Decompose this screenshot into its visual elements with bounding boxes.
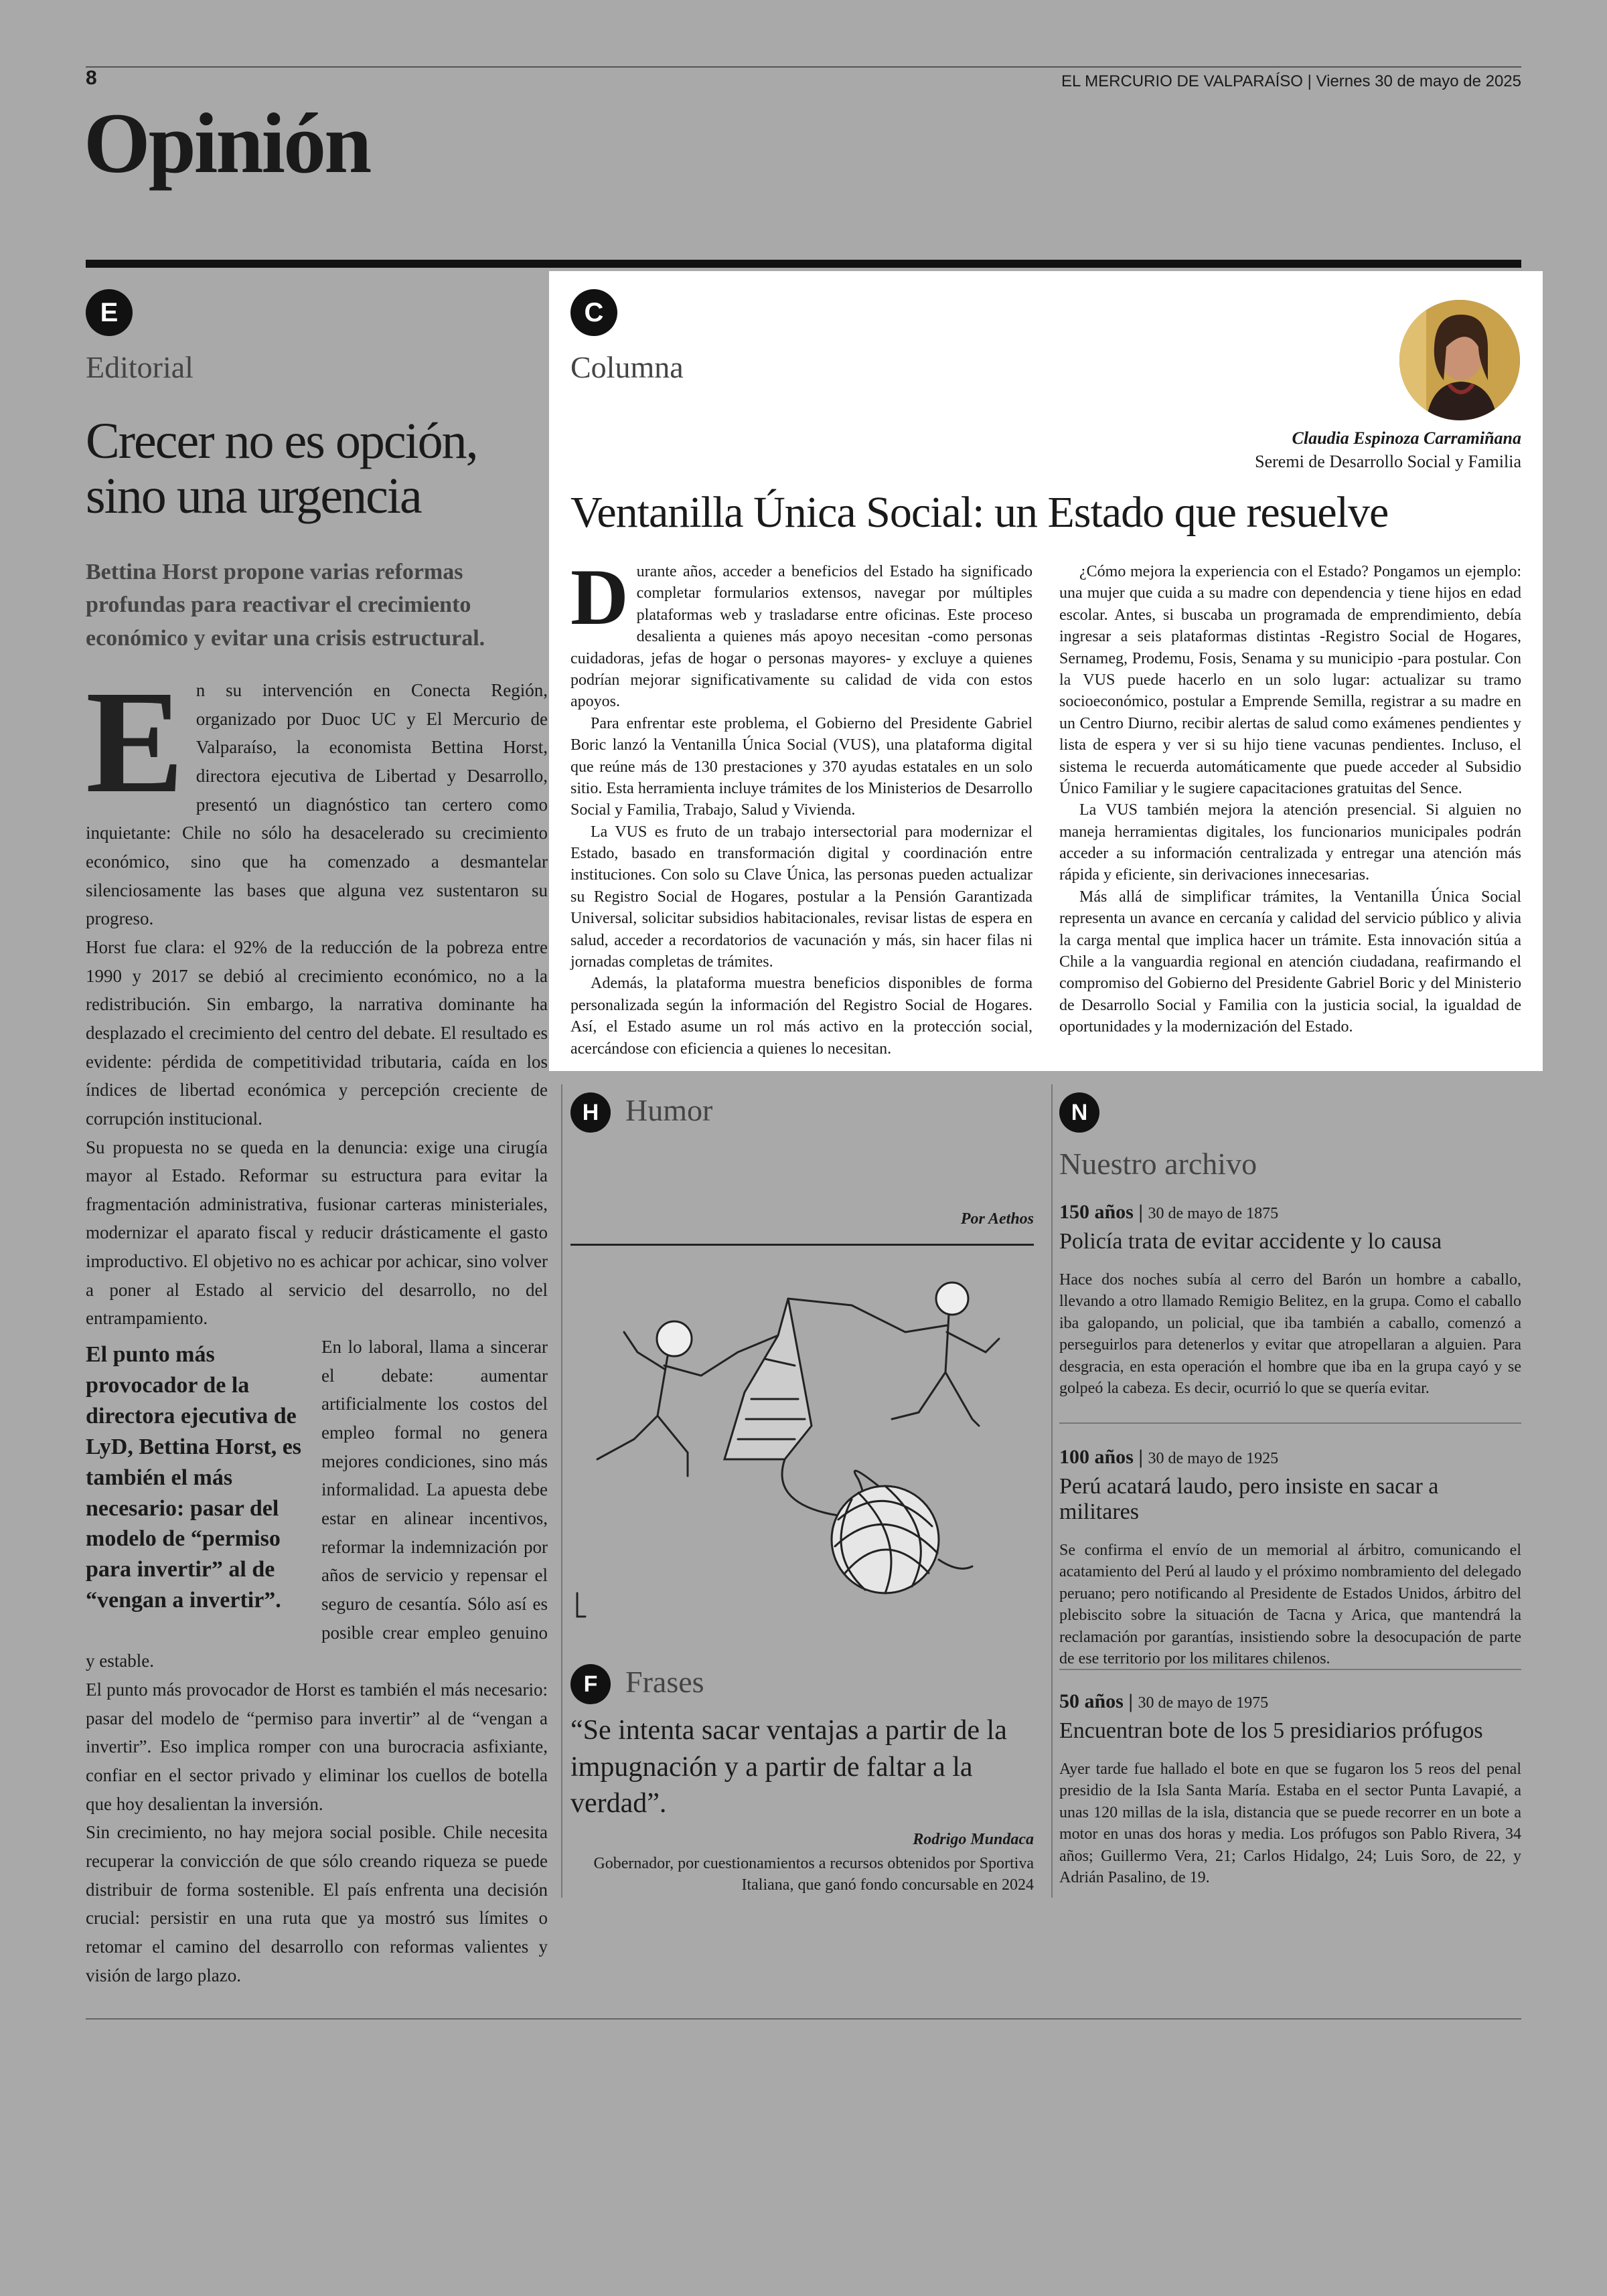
column-paragraph: Además, la plataforma muestra beneficios disponibles de forma personalizada según la información del Registro Social de Hogares. Así, el Estado asume un rol más activo en la protección social, acercándose con eficiencia a quienes lo necesitan. <box>570 975 1032 1058</box>
editorial-paragraph: El punto más provocador de Horst es también el más necesario: pasar del modelo de “permiso para invertir” al de “vengan a invertir”. Eso implica romper con una burocracia asfixiante, confiar en el sector privado y eliminar los cuellos de botella que hoy desalientan la inversión. <box>86 1679 548 1814</box>
archivo-body: Hace dos noches subía al cerro del Barón un hombre a caballo, llevando a otro llamado Remigio Belitez, en la grupa. Como el caballo iba galopando, un policial, que iba también a caballo, comenzó a perseguirlos para detenerlos y evitar que atropellaran a alguien. Para desgracia, en esta operación el hombre que iba en la grupa cayó y se golpeó la cabeza. Es decir, ocurrió lo que se quería evitar. <box>1059 1271 1521 1397</box>
humor-badge: H <box>570 1092 611 1133</box>
archivo-headline: Policía trata de evitar accidente y lo causa <box>1059 1229 1442 1254</box>
columnist-role: Seremi de Desarrollo Social y Familia <box>1255 452 1521 471</box>
archivo-entry <box>1059 1690 1521 1888</box>
archivo-entry <box>1059 1201 1521 1399</box>
column-text-left <box>570 552 1032 1060</box>
humor-kicker: Humor <box>625 1093 713 1127</box>
frases-caption: Gobernador, por cuestionamientos a recursos obtenidos por Sportiva Italiana, que ganó fondo concursable en 2024 <box>593 1855 1034 1894</box>
top-rule <box>86 66 1521 68</box>
humor-credit: Por Aethos <box>960 1210 1034 1228</box>
column-divider <box>561 1084 562 1898</box>
editorial-dropcap: E <box>86 660 184 823</box>
editorial-paragraph: Sin crecimiento, no hay mejora social posible. Chile necesita recuperar la convicción de que sólo creando riqueza se puede distribuir de forma sostenible. El país enfrenta una decisión crucial: persistir en una ruta que ya mostró sus límites o retomar el camino del desarrollo con reformas valientes y visión de largo plazo. <box>86 1822 548 1985</box>
archivo-entry-meta: 100 años | 30 de mayo de 1925 <box>1059 1446 1279 1468</box>
frases-quote: “Se intenta sacar ventajas a partir de la impugnación y a partir de faltar a la verdad”. <box>570 1715 1007 1819</box>
archivo-years: 150 años <box>1059 1201 1134 1223</box>
editorial-deck: Bettina Horst propone varias reformas profundas para reactivar el crecimiento económico y evitar una crisis estructural. <box>86 560 485 651</box>
column-dropcap: D <box>570 552 629 641</box>
bottom-rule <box>86 2018 1521 2020</box>
column-divider <box>1051 1084 1053 1898</box>
column-paragraph: Para enfrentar este problema, el Gobierno del Presidente Gabriel Boric lanzó la Ventanilla Única Social (VUS), una plataforma digital que reúne más de 130 prestaciones y 370 ayudas estatales en un solo sitio. Esta herramienta incluye trámites de los Ministerios de Desarrollo Social y Familia, Trabajo, Salud y Vivienda. <box>570 714 1032 819</box>
column-text-right <box>1059 561 1521 1038</box>
archivo-date: 30 de mayo de 1875 <box>1148 1205 1279 1222</box>
editorial-kicker: Editorial <box>86 350 194 384</box>
archivo-entry-meta: 150 años | 30 de mayo de 1875 <box>1059 1201 1279 1223</box>
archivo-kicker: Nuestro archivo <box>1059 1147 1257 1181</box>
columnist-name: Claudia Espinoza Carramiñana <box>1292 428 1521 448</box>
archivo-body: Se confirma el envío de un memorial al árbitro, comunicando el acatamiento del Perú al laudo y el próximo nombramiento del delegado peruano; pero notificando al Presidente de Estados Unidos, árbitro del plebiscito sobre la situación de Tacna y Arica, que mantendrá la reclamación por garantías, insistiendo sobre la desocupación de parte de ese territorio por los militares chilenos. <box>1059 1542 1521 1667</box>
column-paragraph: La VUS también mejora la atención presencial. Si alguien no maneja herramientas digitales, los funcionarios municipales podrán acceder a su información centralizada y entregar una atención más rápida y eficiente, sin derivaciones innecesarias. <box>1059 801 1521 884</box>
editorial-paragraph: En lo laboral, llama a sincerar el debate: aumentar artificialmente los costos del empleo formal no genera mejores condiciones, sino más informalidad. La apuesta debe estar en alinear incentivos, reformar la indemnización por años de servicio y repensar el seguro de cesantía. Sólo así es posible crear empleo genuino y estable. <box>86 1337 548 1671</box>
column-headline: Ventanilla Única Social: un Estado que resuelve <box>570 488 1389 537</box>
masthead: EL MERCURIO DE VALPARAÍSO | Viernes 30 de mayo de 2025 <box>1061 72 1521 90</box>
column-paragraph: ¿Cómo mejora la experiencia con el Estado? Pongamos un ejemplo: una mujer que cuida a su madre con dependencia y tiene hijos en edad escolar. Antes, si buscaba un programada de emprendimiento, debía ingresar a seis plataformas distintas -Registro Social de Hogares, Sernameg, Prodemu, Fosis, Senama y su municipio -para postular. Con la VUS puede hacerlo en un solo lugar: actualizar su tramo socioeconómico, postular a Emprende Semilla, registrar a su madre en un Centro Diurno, recibir alertas de salud como exámenes pendientes y lista de espera y ver si su hijo tiene vacunas pendientes. Incluso, el sistema le recuerda automáticamente que puede acceder al Subsidio Único Familiar y le sugiere capacitaciones gratuitas del Sence. <box>1059 563 1521 797</box>
editorial-paragraph: n su intervención en Conecta Región, organizado por Duoc UC y El Mercurio de Valparaíso, la economista Bettina Horst, directora ejecutiva de Libertad y Desarrollo, presentó un diagnóstico tan certero como inquietante: Chile no sólo ha desacelerado su crecimiento económico, sino que ha comenzado a desmantelar silenciosamente las bases que alguna vez sustentaron su progreso. <box>86 680 548 929</box>
archivo-body: Ayer tarde fue hallado el bote en que se fugaron los 5 reos del penal presidio de la Isla Santa María. Estaba en el sector Punta Lavapié, a unas 120 millas de la isla, distancia que se puede recorrer en un bote a motor en unas dos horas y media. Los prófugos son Pablo Rivera, 34 años; Guillermo Vera, 21; Carlos Hidalgo, 24; Luis Soro, de 22, y Adrián Pasalino, de 19. <box>1059 1760 1521 1886</box>
column-badge: C <box>570 289 617 336</box>
column-paragraph: urante años, acceder a beneficios del Estado ha significado completar formularios extensos, navegar por múltiples plataformas web y trasladarse entre oficinas. Este proceso desalienta a quienes más apoyo necesitan -como personas cuidadoras, jefas de hogar o personas mayores- y excluye a quienes podrían mejorar significativamente su calidad de vida con estos apoyos. <box>570 563 1032 711</box>
archivo-divider <box>1059 1669 1521 1670</box>
archivo-date: 30 de mayo de 1925 <box>1148 1450 1279 1467</box>
column-paragraph: La VUS es fruto de un trabajo intersectorial para modernizar el Estado, basado en transformación digital y coordinación entre instituciones. Con solo su Clave Única, las personas pueden actualizar su Registro Social de Hogares, postular a la Pensión Garantizada Universal, solicitar subsidios habitacionales, revisar listas de espera en salud, acceder a recordatorios de vacunación y más, sin hacer filas ni jornadas completas de trámites. <box>570 823 1032 971</box>
archivo-date: 30 de mayo de 1975 <box>1138 1694 1269 1712</box>
editorial-pullquote: El punto más provocador de la directora ejecutiva de LyD, Bettina Horst, es también el más necesario: pasar del modelo de “permiso para invertir” al de “vengan a invertir”. <box>86 1342 302 1613</box>
editorial-body <box>86 660 548 1989</box>
section-divider <box>86 260 1521 268</box>
editorial-badge: E <box>86 289 133 336</box>
frases-kicker: Frases <box>625 1665 704 1699</box>
humor-rule <box>570 1244 1034 1246</box>
archivo-years: 100 años <box>1059 1446 1134 1468</box>
columnist-photo <box>1399 300 1520 420</box>
archivo-years: 50 años <box>1059 1690 1124 1712</box>
archivo-headline: Encuentran bote de los 5 presidiarios prófugos <box>1059 1718 1483 1743</box>
frases-author: Rodrigo Mundaca <box>913 1831 1034 1848</box>
editorial-paragraph: Horst fue clara: el 92% de la reducción de la pobreza entre 1990 y 2017 se debió al crecimiento económico, no a la redistribución. Sin embargo, la narrativa dominante ha desplazado el crecimiento del centro del debate. El resultado es evidente: pérdida de competitividad tributaria, caída en los índices de libertad económica y percepción creciente de corrupción institucional. <box>86 936 548 1129</box>
column-kicker: Columna <box>570 350 684 384</box>
archivo-headline: Perú acatará laudo, pero insiste en sacar a militares <box>1059 1474 1439 1524</box>
frases-badge: F <box>570 1664 611 1704</box>
archivo-entry <box>1059 1446 1521 1669</box>
humor-cartoon <box>570 1258 1034 1633</box>
archivo-entry-meta: 50 años | 30 de mayo de 1975 <box>1059 1690 1269 1712</box>
section-title: Opinión <box>84 96 370 191</box>
archivo-divider <box>1059 1422 1521 1424</box>
editorial-paragraph: Su propuesta no se queda en la denuncia: exige una cirugía mayor al Estado. Reformar su estructura para evitar la fragmentación administrativa, fusionar carteras ministeriales, modernizar el aparato fiscal y reducir drásticamente el gasto improductivo. El objetivo no es achicar por achicar, sino volver a poner al Estado al servicio del desarrollo, no del entrampamiento. <box>86 1137 548 1329</box>
archivo-badge: N <box>1059 1092 1099 1133</box>
editorial-headline: Crecer no es opción, sino una urgencia <box>86 413 477 525</box>
page-number: 8 <box>86 67 97 89</box>
column-paragraph: Más allá de simplificar trámites, la Ventanilla Única Social representa un avance en cercanía y calidad del servicio público y alivia la carga mental que implica hacer un trámite. Esta innovación sitúa a Chile a la vanguardia regional en atención ciudadana, reafirmando el compromiso del Gobierno del Presidente Gabriel Boric y del Ministerio de Desarrollo Social y Familia con la justicia social, la igualdad de oportunidades y la modernización del Estado. <box>1059 888 1521 1036</box>
